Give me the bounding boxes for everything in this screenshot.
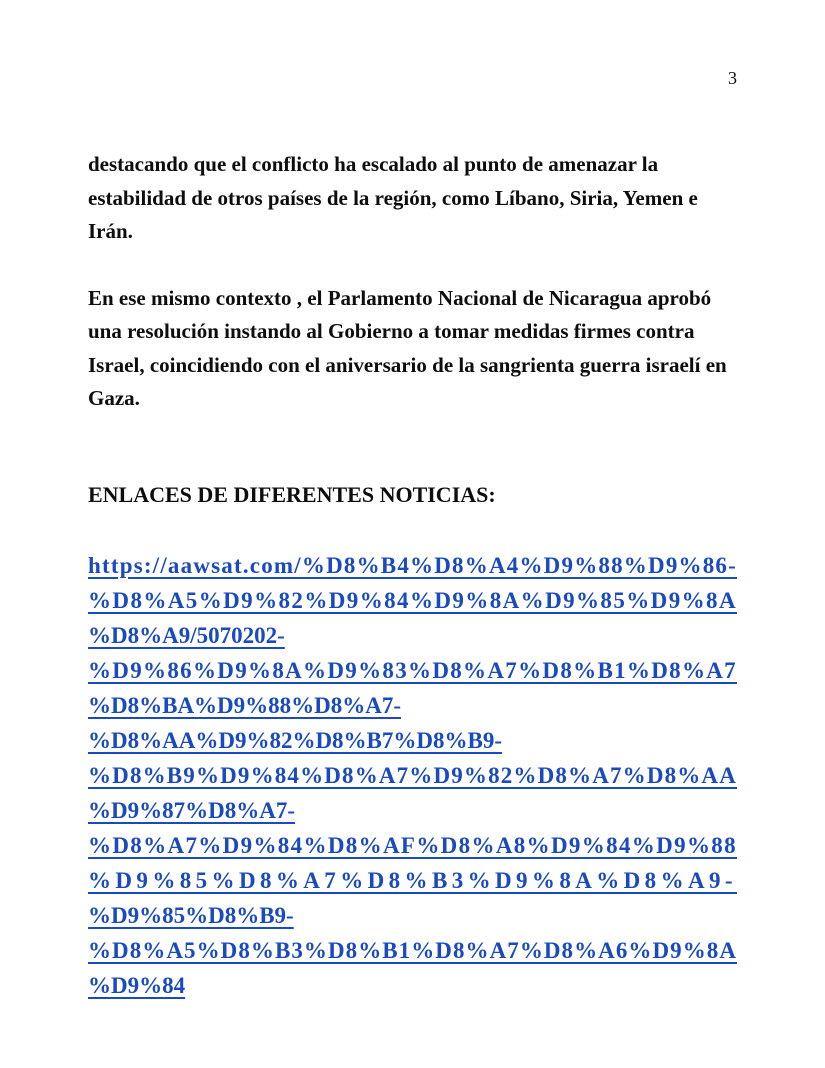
- url-line-3[interactable]: %D8%A9/5070202-: [88, 622, 285, 648]
- paragraph-1-line-2: estabilidad de otros países de la región, como Líbano, Siria,: [88, 185, 619, 210]
- url-line-5[interactable]: %D8%BA%D9%88%D8%A7-: [88, 692, 402, 718]
- paragraph-2-line-3: firmes contra Israel, coincidiendo con el aniversario de la: [88, 319, 695, 377]
- url-line-1[interactable]: https://aawsat.com/%D8%B4%D8%A4%D9%88%D9%86-: [88, 552, 737, 578]
- url-line-13[interactable]: %D9%84: [88, 972, 186, 998]
- paragraph-1-line-3: Yemen e Irán.: [88, 185, 698, 243]
- paragraph-1: [88, 148, 737, 249]
- url-line-11[interactable]: %D9%85%D8%B9-: [88, 902, 294, 928]
- url-line-7[interactable]: %D8%B9%D9%84%D8%A7%D9%82%D8%A7%D8%AA: [88, 762, 737, 788]
- page-content: [88, 148, 737, 1003]
- url-line-6[interactable]: %D8%AA%D9%82%D8%B7%D8%B9-: [88, 727, 502, 753]
- paragraph-2: [88, 282, 737, 416]
- links-block: [88, 548, 737, 1003]
- section-heading: ENLACES DE DIFERENTES NOTICIAS:: [88, 481, 496, 507]
- url-line-2[interactable]: %D8%A5%D9%82%D9%84%D9%8A%D9%85%D9%8A: [88, 587, 737, 613]
- url-line-10[interactable]: %D9%85%D8%A7%D8%B3%D9%8A%D8%A9-: [88, 867, 737, 893]
- paragraph-1-line-1: destacando que el conflicto ha escalado al punto de amenazar la: [88, 152, 659, 176]
- paragraph-2-line-1: En ese mismo contexto , el Parlamento Nacional de Nicaragua: [88, 285, 643, 310]
- page-number: 3: [728, 68, 737, 88]
- url-line-9[interactable]: %D8%A7%D9%84%D8%AF%D8%A8%D9%84%D9%88: [88, 832, 737, 858]
- paragraph-2-line-2: aprobó una resolución instando al Gobierno a tomar medidas: [88, 285, 712, 343]
- url-line-4[interactable]: %D9%86%D9%8A%D9%83%D8%A7%D8%B1%D8%A7: [88, 657, 737, 683]
- url-line-8[interactable]: %D9%87%D8%A7-: [88, 797, 295, 823]
- news-link[interactable]: [88, 548, 737, 1003]
- paragraph-2-line-4: sangrienta guerra israelí en Gaza.: [88, 352, 727, 410]
- url-line-12[interactable]: %D8%A5%D8%B3%D8%B1%D8%A7%D8%A6%D9%8A: [88, 937, 737, 963]
